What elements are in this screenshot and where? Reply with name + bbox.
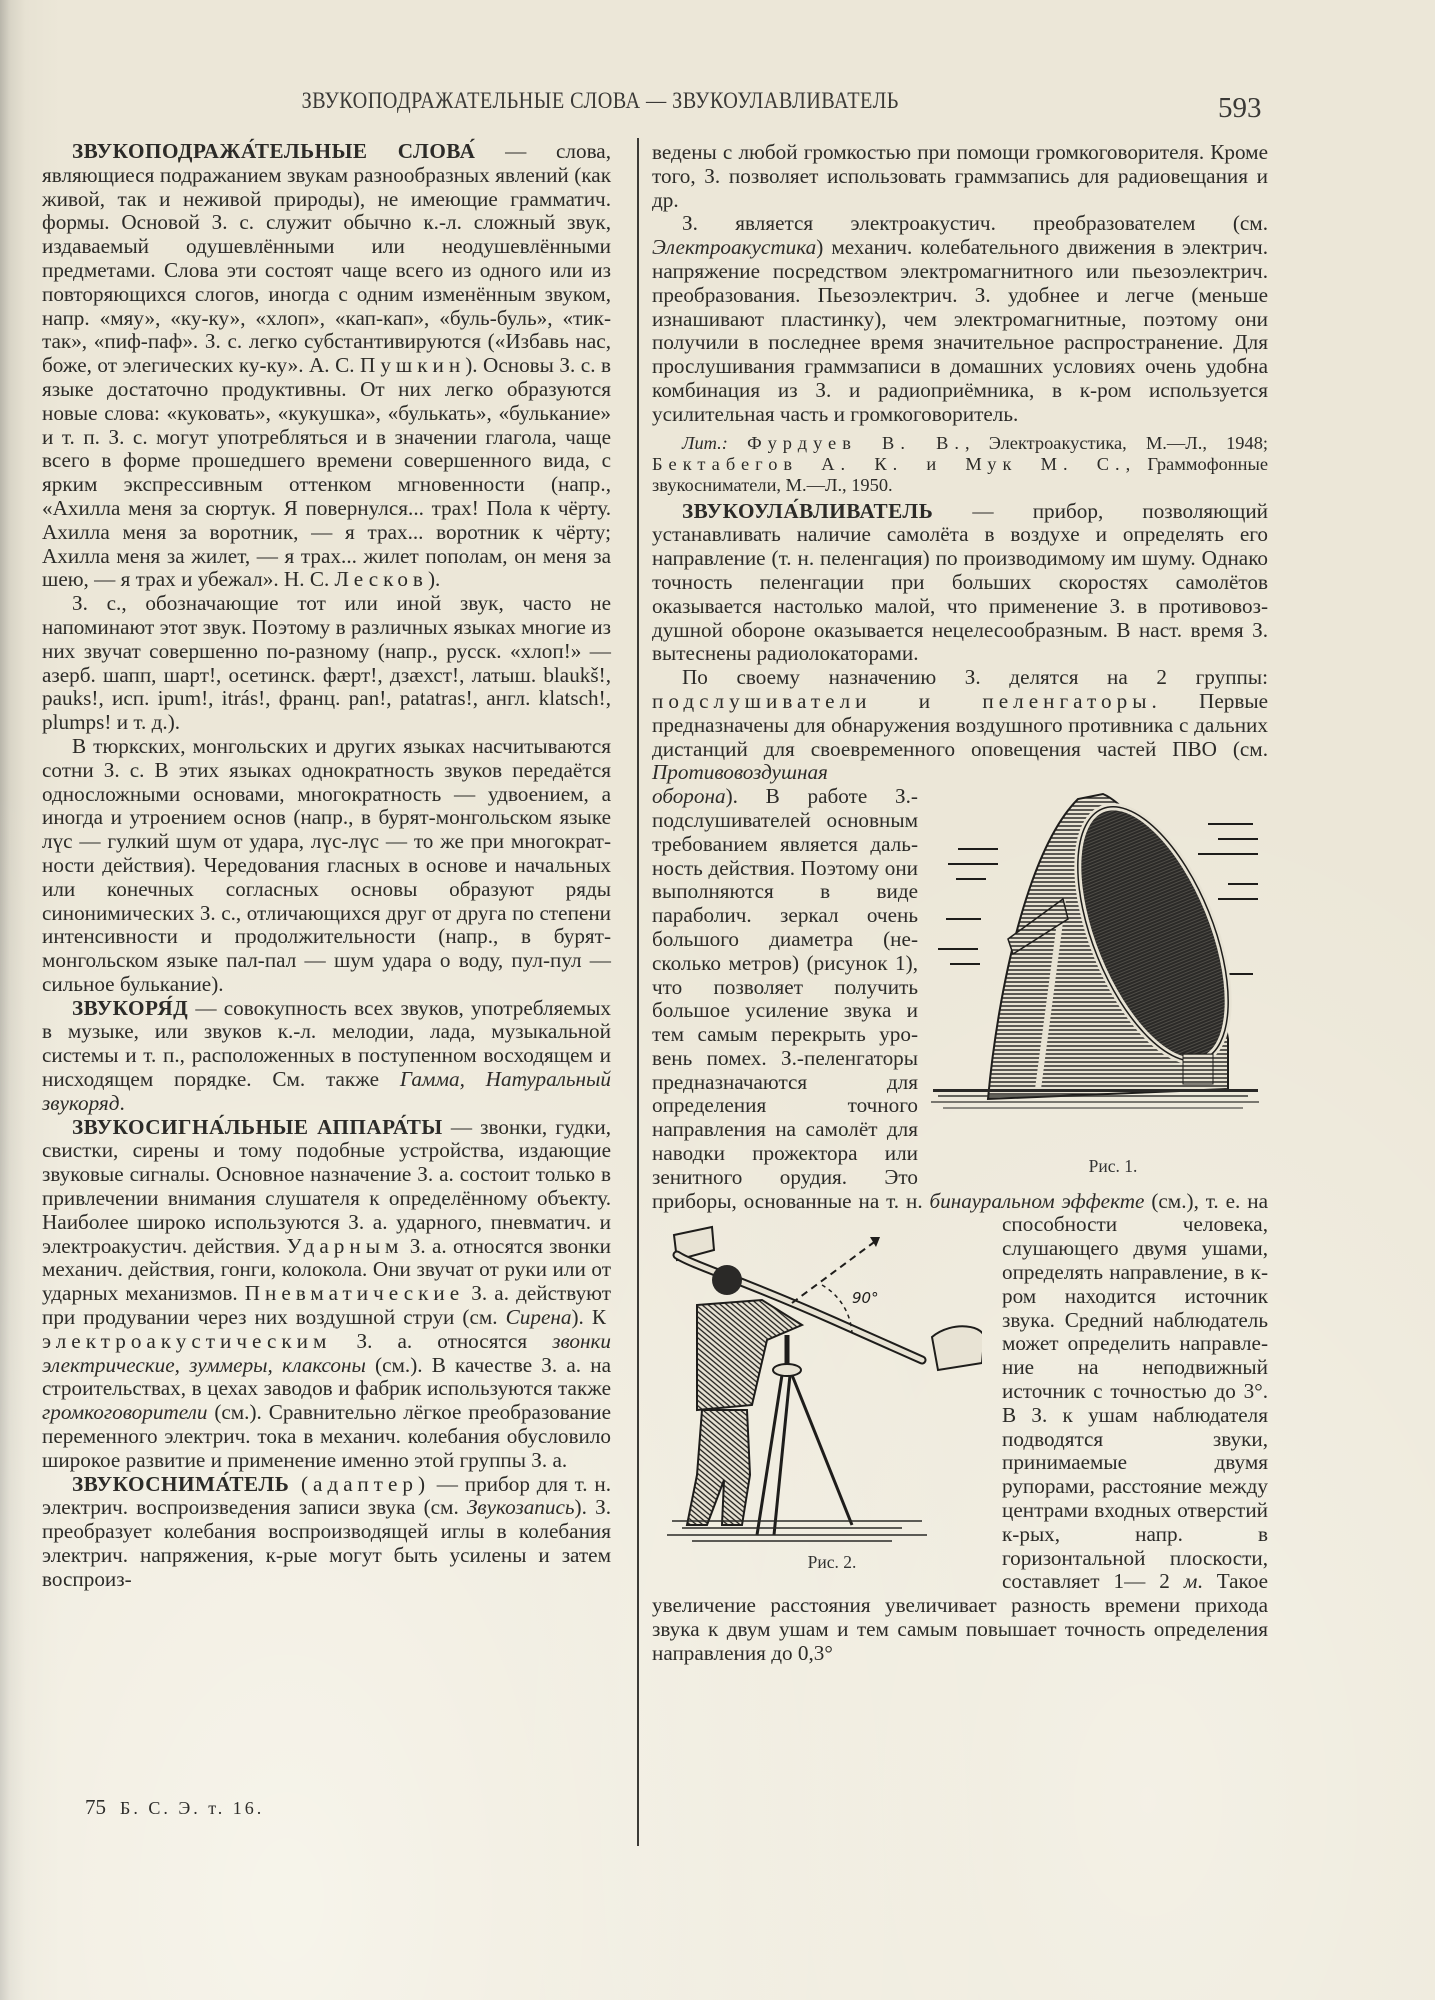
- cross-reference-link[interactable]: звонки электрические, зуммеры, клаксоны: [42, 1328, 611, 1377]
- binaural-direction-finder-illustration: [652, 1225, 982, 1545]
- paragraph: З. является электроакустич. преобразователем (см. Электроакустика) механич. колебательного движения в электрич. напряжение посредством электромагнитного или пьезоэлектрич. преобразования. Пьезоэлектрич. З. удобнее и легче (меньше изнашивают пластинку), чем электромагнитные, поэтому они получили в последнее время значительное распространение. Для прослушивания граммзаписи в домашних условиях очень удобна комбинация из З. и радиоприёмника, в к-ром используется усилительная часть и громкоговоритель.: [652, 211, 1268, 426]
- angle-label: 90°: [852, 1289, 879, 1308]
- paragraph: По своему назначению З. делятся на 2 группы: подслушиватели и пеленгаторы. Первые предназначены для обнаружения воздушного противника с дальних дистанций для своевременного оповещения частей ПВО (см. Противовоздушная оборона Рис. 1. ). В работе З.-подслушивателей основным требованием является дальность действия. Поэтому они выполняются в виде параболич. зеркал очень большого диаметра (несколько метров) (рисунок 1), что позволяет получить большое усиление звука и тем самым перекрыть уровень помех. З.-пеленгаторы предназначаются для определения точного направления на самолёт для наводки прожектора или зенитного орудия. Это приборы, основанные на т. н. бинауральном эффекте 90° Рис. 2. (см.), т. е. на способности человека, слушающего двумя ушами, определять направление, в к-ром находится источник звука. Средний наблюдатель может определить направление на неподвижный источник с точностью до 3°. В З. к ушам наблюдателя подводятся звуки, принимаемые двумя рупорами, расстояние между центрами входных отверстий к-рых, напр. в горизонтальной плоскости, составляет 1— 2 м. Такое увеличение расстояния увеличивает разность времени прихода звука к двум ушам и тем самым повышает точность определения направления до 0,3°: [652, 665, 1268, 1665]
- entry-term: ЗВУКОСИГНА́ЛЬНЫЕ АППАРА́ТЫ: [72, 1114, 443, 1139]
- column-divider: [637, 138, 639, 1846]
- figure-1-caption: Рис. 1.: [1088, 1156, 1138, 1177]
- cross-reference-link[interactable]: Противовоздушная оборона: [652, 760, 828, 809]
- entry-term: ЗВУКОУЛА́ВЛИВАТЕЛЬ: [682, 498, 934, 523]
- parabolic-mirror-illustration: [928, 789, 1268, 1149]
- entry-term: ЗВУКОПОДРАЖА́ТЕЛЬНЫЕ СЛОВА́: [72, 139, 476, 163]
- literature-references: Лит.: Фурдуев В. В., Электроакустика, М.—Л., 1948; Бектабегов А. К. и Мук М. С., Граммофонные звукосниматели, М.—Л., 1950.: [652, 432, 1269, 495]
- cross-reference-link[interactable]: Сирена: [505, 1305, 572, 1330]
- entry-term: ЗВУКОРЯ́Д: [72, 995, 189, 1020]
- page-footer: [85, 1795, 264, 1820]
- entry-zvukopodrazhatelnye-slova: ЗВУКОПОДРАЖА́ТЕЛЬНЫЕ СЛОВА́ — слова, являющиеся подражанием звукам разнообразных явлений (как живой, так и неживой природы), не имеющие грамматич. формы. Основой З. с. служит обычно к.-л. сложный звук, издаваемый одушевлёнными или неодушевлёнными предметами. Слова эти состоят чаще всего из одного или из повторяющихся слогов, иногда с одним изменённым звуком, напр. «мяу», «ку-ку», «хлоп», «кап-кап», «буль-буль», «тиктак», «пиф-паф». З. с. легко субстантивируются («Избавь нас, боже, от элегических ку-ку». А. С. Пушкин). Основы З. с. в языке достаточно продуктивны. От них легко образуются новые слова: «куковать», «кукушка», «булькать», «булькание» и т. п. З. с. могут употребляться и в значении глагола, чаще всего в форме прошедшего времени совершенного вида, с ярким экспрессивным оттенком мгновенности (напр., «Ахилла меня за сюртук. Я повернулся... трах! Пола к чёрту. Ахилла меня за воротник, — я трах... воротник к чёрту; Ахилла меня за жилет, — я трах... жилет пополам, он меня за шею, — я трах и убежал». Н. С. Лесков).: [42, 139, 611, 592]
- right-column: [652, 141, 1268, 1666]
- cross-reference-link[interactable]: Гамма, Натуральный звукоряд: [42, 1067, 611, 1115]
- figure-2: [652, 1225, 982, 1573]
- figure-1: [928, 789, 1268, 1179]
- author-name: Пушкин: [360, 353, 466, 378]
- figure-2-caption: Рис. 2.: [807, 1552, 857, 1573]
- paragraph: З. с., обозначающие тот или иной звук, часто не напоминают этот звук. Поэтому в различных языках многие из них звучат совершенно по-разному (напр., русск. «хлоп!» — азерб. шапп, шарт!, осетинск. фæрт!, дзæхст!, латыш. blaukš!, pauks!, исп. ipum!, itrás!, франц. pan!, patatras!, англ. klatsch!, plumps! и т. д.).: [42, 591, 611, 735]
- cross-reference-link[interactable]: бинауральном эффекте: [929, 1188, 1145, 1213]
- author-name: Лесков: [334, 567, 428, 592]
- entry-term: ЗВУКОСНИМА́ТЕЛЬ: [72, 1471, 290, 1496]
- cross-reference-link[interactable]: громкоговорители: [42, 1400, 208, 1425]
- volume-label: Б. С. Э. т. 16.: [120, 1798, 265, 1818]
- entry-zvukoulavlivatel: ЗВУКОУЛА́ВЛИВАТЕЛЬ — прибор, позволяющий устанавливать наличие самолёта в воздухе и определять его направление (т. н. пеленгация) по производимому им шуму. Однако точность пеленгации при больших скоростях самолётов оказывается настолько малой, что применение З. в противовоздушной обороне оказывается нецелесообразным. В наст. время З. вытеснены радиолокаторами.: [652, 498, 1268, 666]
- page-number: 593: [1218, 92, 1262, 124]
- left-column: [42, 140, 611, 1592]
- entry-zvukosnimatel: ЗВУКОСНИМА́ТЕЛЬ (адаптер) — прибор для т. н. электрич. воспроизведения записи звука (см. Звукозапись). З. преобразует колебания воспроизводящей иглы в колебания электрич. напряжения, к-рые могут быть усилены и затем воспроиз-: [42, 1471, 612, 1591]
- paragraph: В тюркских, монгольских и других языках насчитываются сотни З. с. В этих языках однократность звуков передаётся односложными основами, многократность — удвоением, а иногда и утроением основ (напр., в бурят-монгольском языке лүс — гулкий шум от удара, лүс-лүс — то же при многократности действия). Чередования гласных в основе и начальных или конечных согласных основы образуют ряды синонимических З. с., отличающихся друг от друга по степени интенсивности и продолжительности (напр., в бурят-монгольском языке пал-пал — шум удара о воду, пул-пул — сильное булькание).: [42, 733, 611, 996]
- entry-zvukosignalnye-apparaty: ЗВУКОСИГНА́ЛЬНЫЕ АППАРА́ТЫ — звонки, гудки, свистки, сирены и тому подобные устройства, издающие звуковые сигналы. Основное назначение З. а. состоит только в привлечении внимания слушателя к определённому объекту. Наиболее широко используются З. а. ударного, пневматич. и электроакустич. действия. Ударным З. а. относятся звонки механич. действия, гонги, колокола. Они звучат от руки или от ударных механизмов. Пневматические З. а. действуют при продувании через них воздушной струи (см. Сирена). К электроакустическим З. а. относятся звонки электрические, зуммеры, клаксоны (см.). В качестве З. а. на строительствах, в цехах заводов и фабрик используются также громкоговорители (см.). Сравнительно лёгкое преобразование переменного электрич. тока в механич. колебания обусловило широкое развитие и применение именно этой группы З. а.: [42, 1114, 611, 1472]
- cross-reference-link[interactable]: Электроакустика: [652, 235, 817, 260]
- cross-reference-link[interactable]: Звукозапись: [466, 1495, 575, 1520]
- paragraph: ведены с любой громкостью при помощи громкоговорителя. Кроме того, З. позволяет использовать граммзапись для радиовещания и др.: [652, 140, 1268, 212]
- printer-signature: 75: [85, 1795, 106, 1819]
- entry-zvukoryad: ЗВУКОРЯ́Д — совокупность всех звуков, употребляемых в музыке, или звуков к.-л. мелодии, лада, музыкальной системы и т. п., расположенных в поступенном восходящем и нисходящем порядке. См. также Гамма, Натуральный звукоряд.: [42, 995, 611, 1115]
- running-head: ЗВУКОПОДРАЖАТЕЛЬНЫЕ СЛОВА — ЗВУКОУЛАВЛИВАТЕЛЬ: [301, 88, 899, 113]
